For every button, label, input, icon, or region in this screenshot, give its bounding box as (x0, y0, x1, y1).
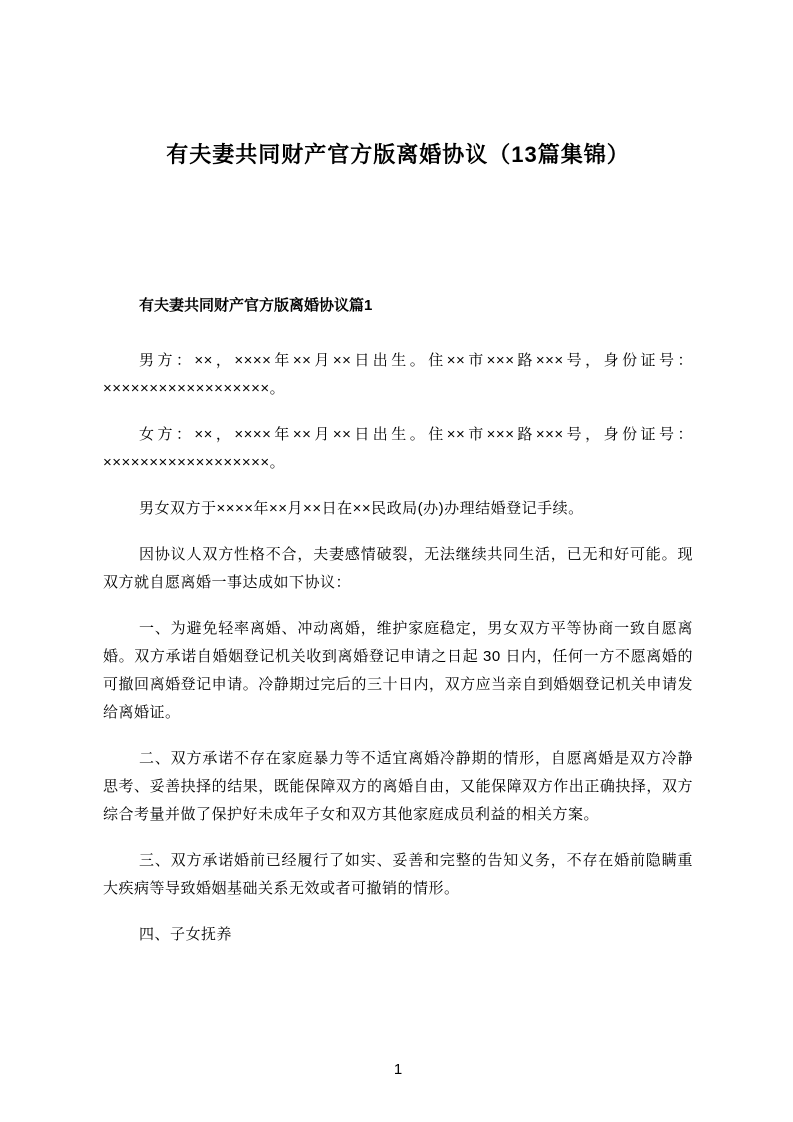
document-title: 有夫妻共同财产官方版离婚协议（13篇集锦） (166, 142, 630, 167)
paragraph-marriage-registration: 男女双方于××××年××月××日在××民政局(办)办理结婚登记手续。 (139, 500, 584, 517)
paragraph-wife-info: 女方：××，××××年××月××日出生。住××市×××路×××号，身份证号：××××××××××××××××××。 (103, 426, 693, 471)
paragraph-clause-2: 二、双方承诺不存在家庭暴力等不适宜离婚冷静期的情形，自愿离婚是双方冷静思考、妥善抉择的结果，既能保障双方的离婚自由，又能保障双方作出正确抉择，双方综合考量并做了保护好未成年子女和双方其他家庭成员利益的相关方案。 (103, 750, 693, 823)
paragraph-husband-info: 男方：××，××××年××月××日出生。住××市×××路×××号，身份证号：××××××××××××××××××。 (103, 352, 693, 397)
section-heading: 有夫妻共同财产官方版离婚协议篇1 (139, 297, 373, 314)
paragraph-clause-1: 一、为避免轻率离婚、冲动离婚，维护家庭稳定，男女双方平等协商一致自愿离婚。双方承诺自婚姻登记机关收到离婚登记申请之日起 30 日内，任何一方不愿离婚的可撤回离婚登记申请。冷静期过完后的三十日内，双方应当亲自到婚姻登记机关申请发给离婚证。 (103, 620, 693, 721)
page-number: 1 (393, 1061, 403, 1078)
paragraph-clause-4-heading: 四、子女抚养 (139, 926, 233, 943)
paragraph-clause-3: 三、双方承诺婚前已经履行了如实、妥善和完整的告知义务，不存在婚前隐瞒重大疾病等导致婚姻基础关系无效或者可撤销的情形。 (103, 852, 693, 897)
paragraph-divorce-reason: 因协议人双方性格不合，夫妻感情破裂，无法继续共同生活，已无和好可能。现双方就自愿离婚一事达成如下协议： (103, 546, 693, 591)
